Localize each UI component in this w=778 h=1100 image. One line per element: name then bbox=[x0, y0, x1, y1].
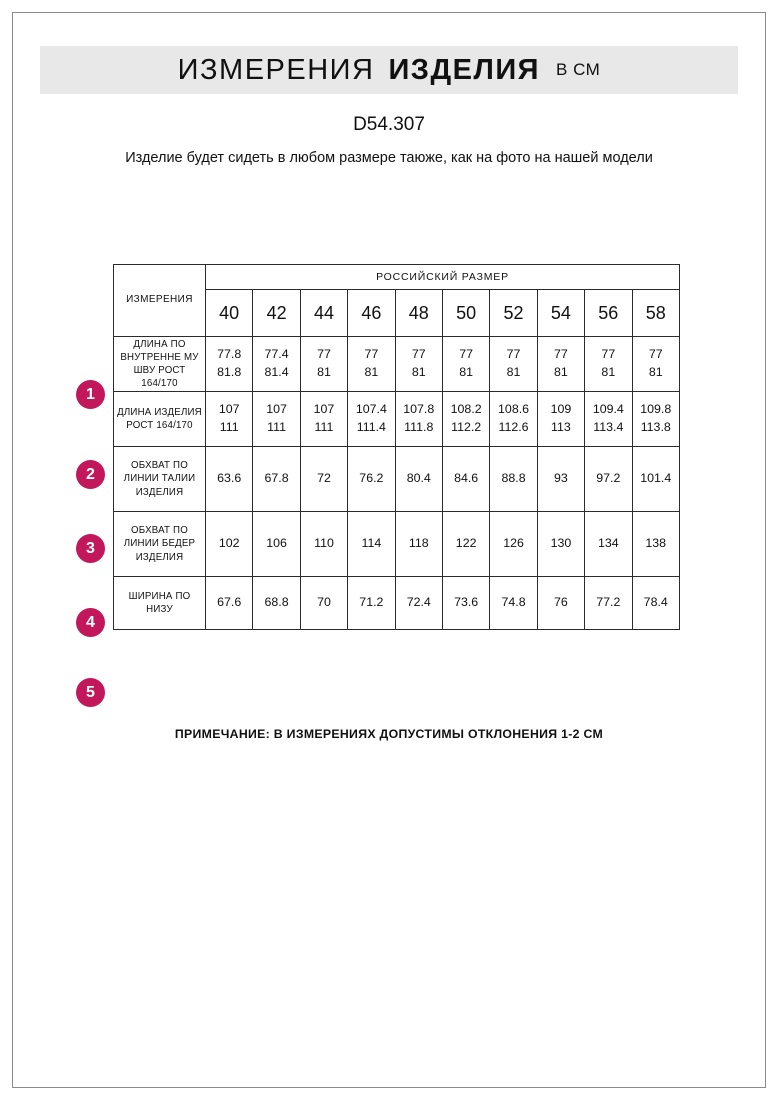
value-cell: 134 bbox=[585, 512, 632, 577]
value-cell: 67.8 bbox=[253, 447, 300, 512]
size-header-40: 40 bbox=[206, 290, 253, 337]
size-header-54: 54 bbox=[537, 290, 584, 337]
value-cell: 67.6 bbox=[206, 577, 253, 630]
row-badge-5: 5 bbox=[76, 678, 105, 707]
value-cell: 108.6 112.6 bbox=[490, 392, 537, 447]
value-cell: 118 bbox=[395, 512, 442, 577]
tolerance-note: ПРИМЕЧАНИЕ: В ИЗМЕРЕНИЯХ ДОПУСТИМЫ ОТКЛОНЕНИЯ 1-2 СМ bbox=[174, 727, 604, 741]
table-header-group-row bbox=[114, 265, 680, 290]
value-cell: 97.2 bbox=[585, 447, 632, 512]
value-cell: 107 111 bbox=[300, 392, 347, 447]
value-cell: 101.4 bbox=[632, 447, 679, 512]
value-cell: 77 81 bbox=[585, 337, 632, 392]
measurements-table bbox=[113, 264, 680, 630]
value-cell: 109.8 113.8 bbox=[632, 392, 679, 447]
value-cell: 68.8 bbox=[253, 577, 300, 630]
value-cell: 138 bbox=[632, 512, 679, 577]
value-cell: 84.6 bbox=[442, 447, 489, 512]
value-cell: 77 81 bbox=[442, 337, 489, 392]
table-row bbox=[114, 447, 680, 512]
value-cell: 130 bbox=[537, 512, 584, 577]
value-cell: 76.2 bbox=[348, 447, 395, 512]
value-cell: 78.4 bbox=[632, 577, 679, 630]
value-cell: 122 bbox=[442, 512, 489, 577]
row-label: ОБХВАТ ПО ЛИНИИ ТАЛИИ ИЗДЕЛИЯ bbox=[114, 447, 206, 512]
value-cell: 77 81 bbox=[490, 337, 537, 392]
size-header-52: 52 bbox=[490, 290, 537, 337]
value-cell: 77 81 bbox=[632, 337, 679, 392]
size-header-56: 56 bbox=[585, 290, 632, 337]
value-cell: 80.4 bbox=[395, 447, 442, 512]
row-badge-3: 3 bbox=[76, 534, 105, 563]
value-cell: 107 111 bbox=[206, 392, 253, 447]
value-cell: 102 bbox=[206, 512, 253, 577]
measurements-table-wrapper bbox=[113, 264, 679, 630]
size-header-44: 44 bbox=[300, 290, 347, 337]
value-cell: 109.4 113.4 bbox=[585, 392, 632, 447]
size-header-58: 58 bbox=[632, 290, 679, 337]
value-cell: 109 113 bbox=[537, 392, 584, 447]
size-header-42: 42 bbox=[253, 290, 300, 337]
value-cell: 106 bbox=[253, 512, 300, 577]
value-cell: 107 111 bbox=[253, 392, 300, 447]
row-badge-1: 1 bbox=[76, 380, 105, 409]
value-cell: 88.8 bbox=[490, 447, 537, 512]
value-cell: 72.4 bbox=[395, 577, 442, 630]
value-cell: 77 81 bbox=[395, 337, 442, 392]
value-cell: 77 81 bbox=[537, 337, 584, 392]
value-cell: 107.4 111.4 bbox=[348, 392, 395, 447]
value-cell: 76 bbox=[537, 577, 584, 630]
value-cell: 93 bbox=[537, 447, 584, 512]
size-header-48: 48 bbox=[395, 290, 442, 337]
table-row bbox=[114, 512, 680, 577]
value-cell: 108.2 112.2 bbox=[442, 392, 489, 447]
row-badge-4: 4 bbox=[76, 608, 105, 637]
value-cell: 126 bbox=[490, 512, 537, 577]
header-size-group: РОССИЙСКИЙ РАЗМЕР bbox=[206, 265, 680, 290]
page-title-product: ИЗДЕЛИЯ bbox=[388, 53, 541, 86]
article-code: D54.307 bbox=[353, 114, 425, 135]
value-cell: 70 bbox=[300, 577, 347, 630]
value-cell: 71.2 bbox=[348, 577, 395, 630]
row-label: ДЛИНА ИЗДЕЛИЯ РОСТ 164/170 bbox=[114, 392, 206, 447]
page-title-bar bbox=[40, 46, 738, 94]
table-row bbox=[114, 577, 680, 630]
value-cell: 77.2 bbox=[585, 577, 632, 630]
page-content bbox=[12, 12, 766, 1088]
value-cell: 72 bbox=[300, 447, 347, 512]
value-cell: 110 bbox=[300, 512, 347, 577]
value-cell: 77.4 81.4 bbox=[253, 337, 300, 392]
value-cell: 74.8 bbox=[490, 577, 537, 630]
value-cell: 107.8 111.8 bbox=[395, 392, 442, 447]
value-cell: 73.6 bbox=[442, 577, 489, 630]
row-label: ДЛИНА ПО ВНУТРЕННЕ МУ ШВУ РОСТ 164/170 bbox=[114, 337, 206, 392]
row-label: ОБХВАТ ПО ЛИНИИ БЕДЕР ИЗДЕЛИЯ bbox=[114, 512, 206, 577]
row-label: ШИРИНА ПО НИЗУ bbox=[114, 577, 206, 630]
value-cell: 77 81 bbox=[300, 337, 347, 392]
table-row bbox=[114, 392, 680, 447]
value-cell: 77.8 81.8 bbox=[206, 337, 253, 392]
size-header-46: 46 bbox=[348, 290, 395, 337]
table-row bbox=[114, 337, 680, 392]
value-cell: 114 bbox=[348, 512, 395, 577]
row-badge-2: 2 bbox=[76, 460, 105, 489]
value-cell: 63.6 bbox=[206, 447, 253, 512]
fit-note: Изделие будет сидеть в любом размере таюже, как на фото на нашей модели bbox=[125, 150, 653, 166]
value-cell: 77 81 bbox=[348, 337, 395, 392]
header-measurements-label: ИЗМЕРЕНИЯ bbox=[114, 265, 206, 337]
page-title-unit: В СМ bbox=[556, 60, 601, 79]
page-title-measurements: ИЗМЕРЕНИЯ bbox=[177, 53, 375, 86]
size-header-50: 50 bbox=[442, 290, 489, 337]
